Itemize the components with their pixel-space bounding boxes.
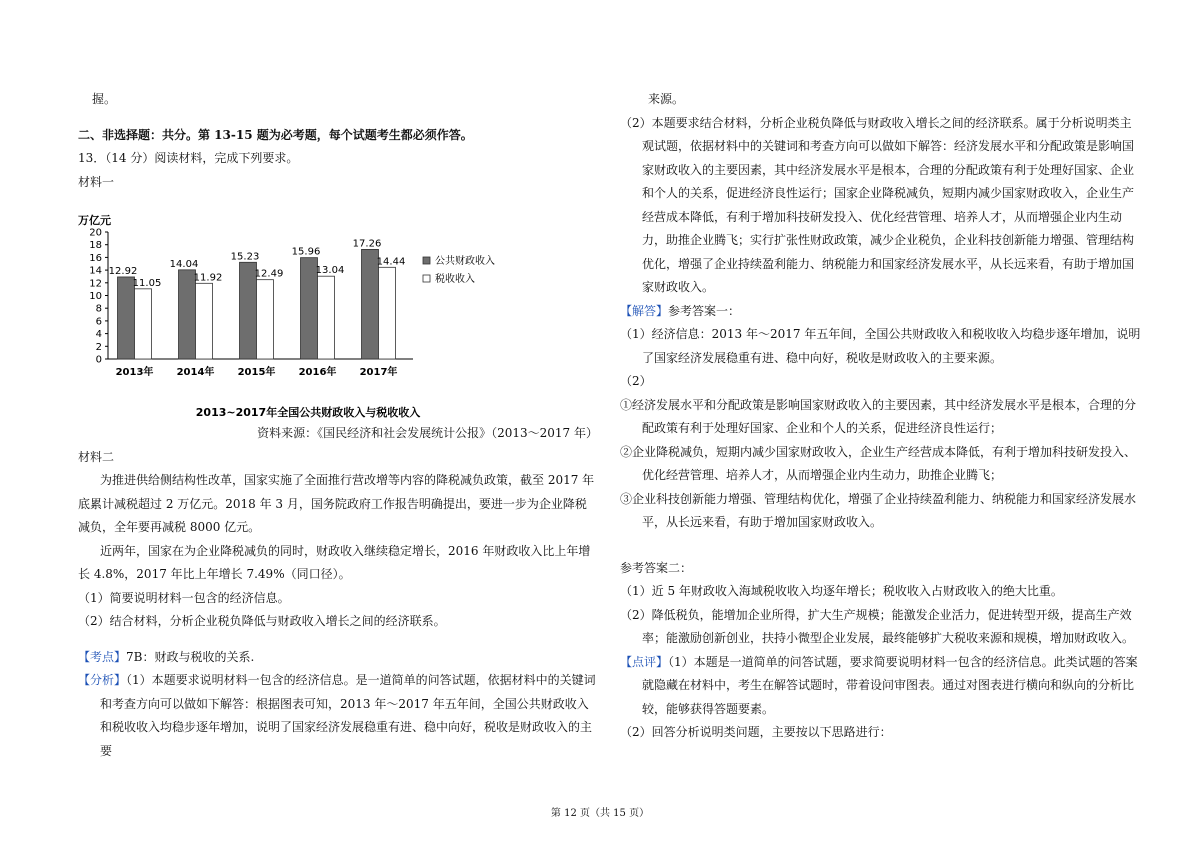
kaodian-text: 7B：财政与税收的关系. (126, 649, 255, 664)
requirement-2: （2）结合材料，分析企业税负降低与财政收入增长之间的经济联系。 (78, 614, 446, 628)
data-label: 17.26 (352, 238, 382, 250)
jieda-line (620, 300, 1142, 324)
answer-2-label: （2） (620, 374, 652, 388)
x-tick-label: 2016年 (298, 367, 337, 378)
bar-tax (379, 267, 396, 359)
y-tick-label: 2 (95, 341, 102, 353)
kaodian-tag: 【考点】 (78, 649, 127, 664)
data-label: 15.23 (230, 251, 260, 263)
y-tick-label: 4 (95, 329, 102, 341)
answer-b-1: （1）近 5 年财政收入海域税收收入均逐年增长；税收收入占财政收入的绝大比重。 (620, 584, 1063, 598)
continuation-line: 来源。 (648, 92, 685, 106)
section-title: 二、非选择题：共分。第 13-15 题为必考题，每个试题考生都必须作答。 (78, 127, 473, 142)
y-tick-label: 16 (89, 252, 102, 264)
legend-label: 公共财政收入 (435, 256, 495, 267)
chart-title: 2013~2017年全国公共财政收入与税收收入 (195, 406, 421, 419)
bar-tax (135, 289, 152, 359)
material-2-paragraph-1: 为推进供给侧结构性改革，国家实施了全面推行营改增等内容的降税减负政策，截至 2017 年底累计减税超过 2 万亿元。2018 年 3 月，国务院政府工作报告明确提出，要进一步为企业降税减负，全年要再减税 8000 亿元。 (78, 473, 595, 534)
answer-2-point-3: ③企业科技创新能力增强、管理结构优化，增强了企业持续盈利能力、纳税能力和国家经济发展水平，从长远来看，有助于增加国家财政收入。 (620, 491, 1137, 529)
material-2-label: 材料二 (78, 449, 115, 464)
fenxi-tag: 【分析】 (78, 673, 127, 687)
x-tick-label: 2017年 (359, 367, 398, 378)
requirement-1: （1）简要说明材料一包含的经济信息。 (78, 590, 290, 605)
x-tick-label: 2015年 (237, 367, 276, 378)
continuation-line: 握。 (92, 92, 117, 106)
data-label: 14.04 (169, 258, 199, 270)
question-13-title: 13．（14 分）阅读材料，完成下列要求。 (78, 151, 299, 165)
y-tick-label: 18 (89, 240, 102, 252)
data-label: 13.04 (315, 265, 345, 277)
data-label: 12.49 (254, 268, 284, 280)
answer-2-point-2: ②企业降税减负，短期内减少国家财政收入，企业生产经营成本降低，有利于增加科技研发投入、优化经营管理、培养人才，从而增强企业内生动力，助推企业腾飞； (620, 444, 1137, 482)
bar-tax (196, 283, 213, 359)
spacer (78, 634, 598, 646)
material-1-label: 材料一 (78, 174, 115, 189)
y-tick-label: 10 (89, 291, 102, 302)
spacer (78, 112, 598, 124)
bar-fiscal (118, 277, 135, 359)
data-label: 14.44 (376, 256, 406, 268)
y-tick-label: 8 (95, 303, 102, 315)
legend-label: 税收收入 (435, 274, 475, 285)
fenxi-text: （1）本题要求说明材料一包含的经济信息。是一道简单的问答试题，依据材料中的关键词和考查方向可以做如下解答：根据图表可知，2013 年〜2017 年五年间，全国公共财政收入和税收收入均稳步逐年增加，说明了国家经济发展稳重有进、稳中向好，税收是财政收入的主要 (100, 673, 596, 758)
y-axis-label: 万亿元 (78, 214, 111, 227)
last-line: （2）回答分析说明类问题，主要按以下思路进行： (620, 725, 892, 739)
answer-2-point-1: ①经济发展水平和分配政策是影响国家财政收入的主要因素，其中经济发展水平是根本，合理的分配政策有利于处理好国家、企业和个人的关系，促进经济良性运行； (620, 397, 1137, 435)
bar-tax (257, 280, 274, 359)
x-tick-label: 2013年 (115, 367, 154, 378)
spacer (620, 535, 1142, 557)
chart-source: 资料来源：《国民经济和社会发展统计公报》（2013～2017 年） (257, 426, 598, 440)
data-label: 11.92 (193, 272, 223, 284)
data-label: 11.05 (132, 277, 162, 289)
jieda-text: 参考答案一： (668, 303, 741, 318)
right-column (620, 88, 1142, 745)
chart-svg (78, 194, 598, 422)
left-column (78, 88, 598, 763)
y-tick-label: 14 (89, 265, 102, 277)
y-tick-label: 0 (95, 354, 102, 366)
answer-1: （1）经济信息：2013 年〜2017 年五年间，全国公共财政收入和税收收入均稳步逐年增加，说明了国家经济发展稳重有进、稳中向好，税收是财政收入的主要来源。 (620, 327, 1141, 365)
fenxi-paragraph (78, 669, 598, 763)
bar-chart (78, 194, 598, 422)
dianping-tag: 【点评】 (620, 654, 669, 669)
kaodian-line (78, 646, 598, 670)
y-tick-label: 6 (95, 316, 102, 328)
x-tick-label: 2014年 (176, 367, 215, 378)
bar-tax (318, 276, 335, 359)
page-footer: 第 12 页（共 15 页） (550, 808, 650, 819)
legend-swatch (423, 257, 430, 264)
y-tick-label: 12 (89, 278, 102, 290)
legend-swatch (423, 275, 430, 282)
y-tick-label: 20 (89, 227, 102, 239)
jieda-tag: 【解答】 (620, 303, 669, 318)
data-label: 15.96 (291, 246, 321, 258)
answer-b-title: 参考答案二： (620, 560, 693, 575)
dianping-text: （1）本题是一道简单的问答试题，要求简要说明材料一包含的经济信息。此类试题的答案就隐藏在材料中，考生在解答试题时，带着设问审图表。通过对图表进行横向和纵向的分析比较，能够获得答题要素。 (642, 654, 1138, 716)
answer-b-2: （2）降低税负，能增加企业所得，扩大生产规模；能激发企业活力，促进转型开级，提高生产效率；能激励创新创业，扶持小微型企业发展，最终能够扩大税收来源和规模，增加财政收入。 (620, 607, 1135, 645)
data-label: 12.92 (108, 265, 138, 277)
fenxi-part-2: （2）本题要求结合材料，分析企业税负降低与财政收入增长之间的经济联系。属于分析说明类主观试题，依据材料中的关键词和考查方向可以做如下解答：经济发展水平和分配政策是影响国家财政收入的主要因素，其中经济发展水平是根本，合理的分配政策有利于处理好国家、企业和个人的关系，促进经济良性运行；国家企业降税减负，短期内减少国家财政收入，企业生产经营成本降低，有利于增加科技研发投入、优化经营管理、培养人才，从而增强企业内生动力，助推企业腾飞；实行扩张性财政政策，减少企业税负，企业科技创新能力增强、管理结构优化，增强了企业持续盈利能力、纳税能力和国家经济发展水平，从长远来看，有助于增加国家财政收入。 (620, 115, 1135, 294)
material-2-paragraph-2: 近两年，国家在为企业降税减负的同时，财政收入继续稳定增长，2016 年财政收入比上年增长 4.8%，2017 年比上年增长 7.49%（同口径）。 (78, 543, 591, 581)
dianping-paragraph (620, 651, 1142, 722)
